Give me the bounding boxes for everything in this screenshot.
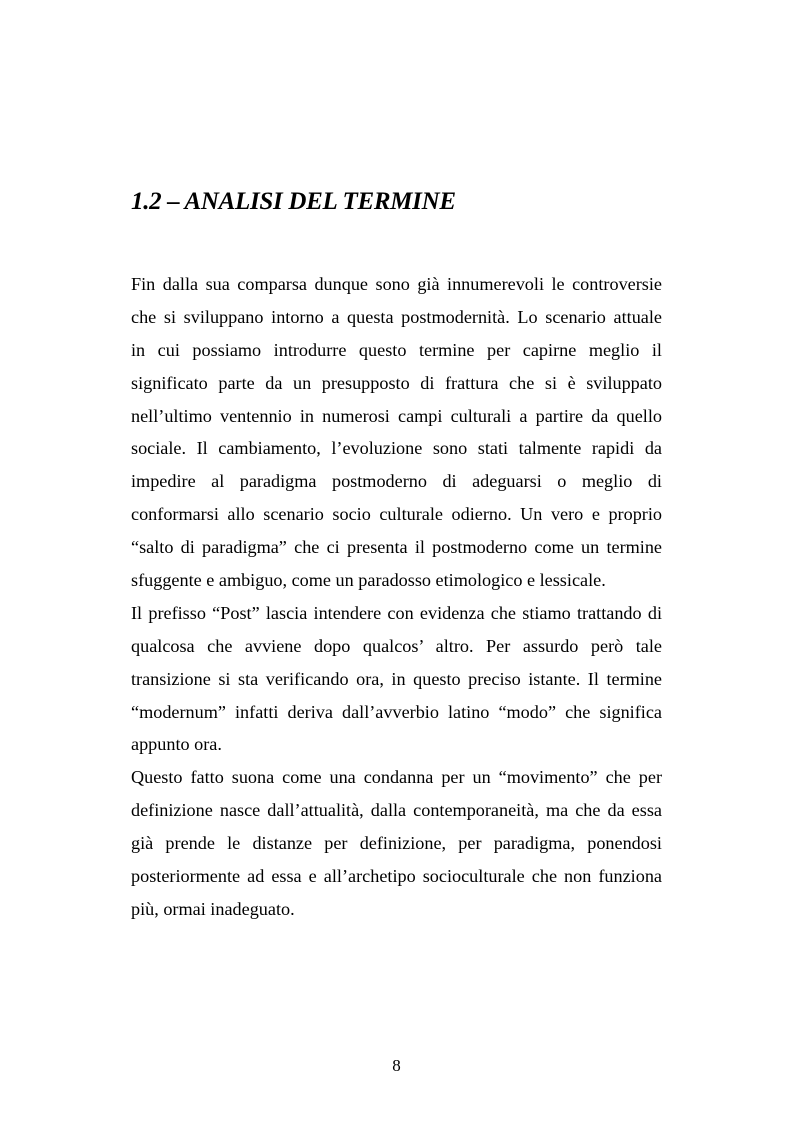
page-number: 8 (392, 1056, 401, 1075)
text-line: “salto di paradigma” che ci presenta il postmoderno come un termine (131, 537, 662, 558)
text-line: sociale. Il cambiamento, l’evoluzione sono stati talmente rapidi da (131, 438, 662, 459)
text-line: che si sviluppano intorno a questa postmodernità. Lo scenario attuale (131, 306, 662, 327)
text-line: significato parte da un presupposto di frattura che si è sviluppato (131, 372, 662, 393)
text-line: posteriormente ad essa e all’archetipo socioculturale che non funziona (131, 866, 662, 887)
text-line: qualcosa che avviene dopo qualcos’ altro. Per assurdo però tale (131, 635, 662, 656)
text-line: “modernum” infatti deriva dall’avverbio latino “modo” che significa (131, 701, 662, 722)
text-line: Il prefisso “Post” lascia intendere con evidenza che stiamo trattando di (131, 602, 662, 623)
text-line: sfuggente e ambiguo, come un paradosso etimologico e lessicale. (131, 570, 606, 591)
text-line: in cui possiamo introdurre questo termine per capirne meglio il (131, 339, 662, 360)
text-line: transizione si sta verificando ora, in questo preciso istante. Il termine (131, 668, 662, 689)
text-line: più, ormai inadeguato. (131, 898, 295, 919)
section-heading: 1.2 – ANALISI DEL TERMINE (131, 188, 456, 215)
text-line: nell’ultimo ventennio in numerosi campi culturali a partire da quello (131, 405, 662, 426)
text-line: Questo fatto suona come una condanna per un “movimento” che per (131, 767, 662, 788)
text-line: Fin dalla sua comparsa dunque sono già innumerevoli le controversie (131, 274, 662, 294)
text-line: conformarsi allo scenario socio culturale odierno. Un vero e proprio (131, 504, 662, 525)
body-text (131, 268, 662, 926)
text-line: impedire al paradigma postmoderno di adeguarsi o meglio di (131, 471, 662, 492)
text-line: appunto ora. (131, 734, 222, 755)
text-line: definizione nasce dall’attualità, dalla contemporaneità, ma che da essa (131, 800, 662, 821)
text-line: già prende le distanze per definizione, per paradigma, ponendosi (131, 833, 662, 854)
